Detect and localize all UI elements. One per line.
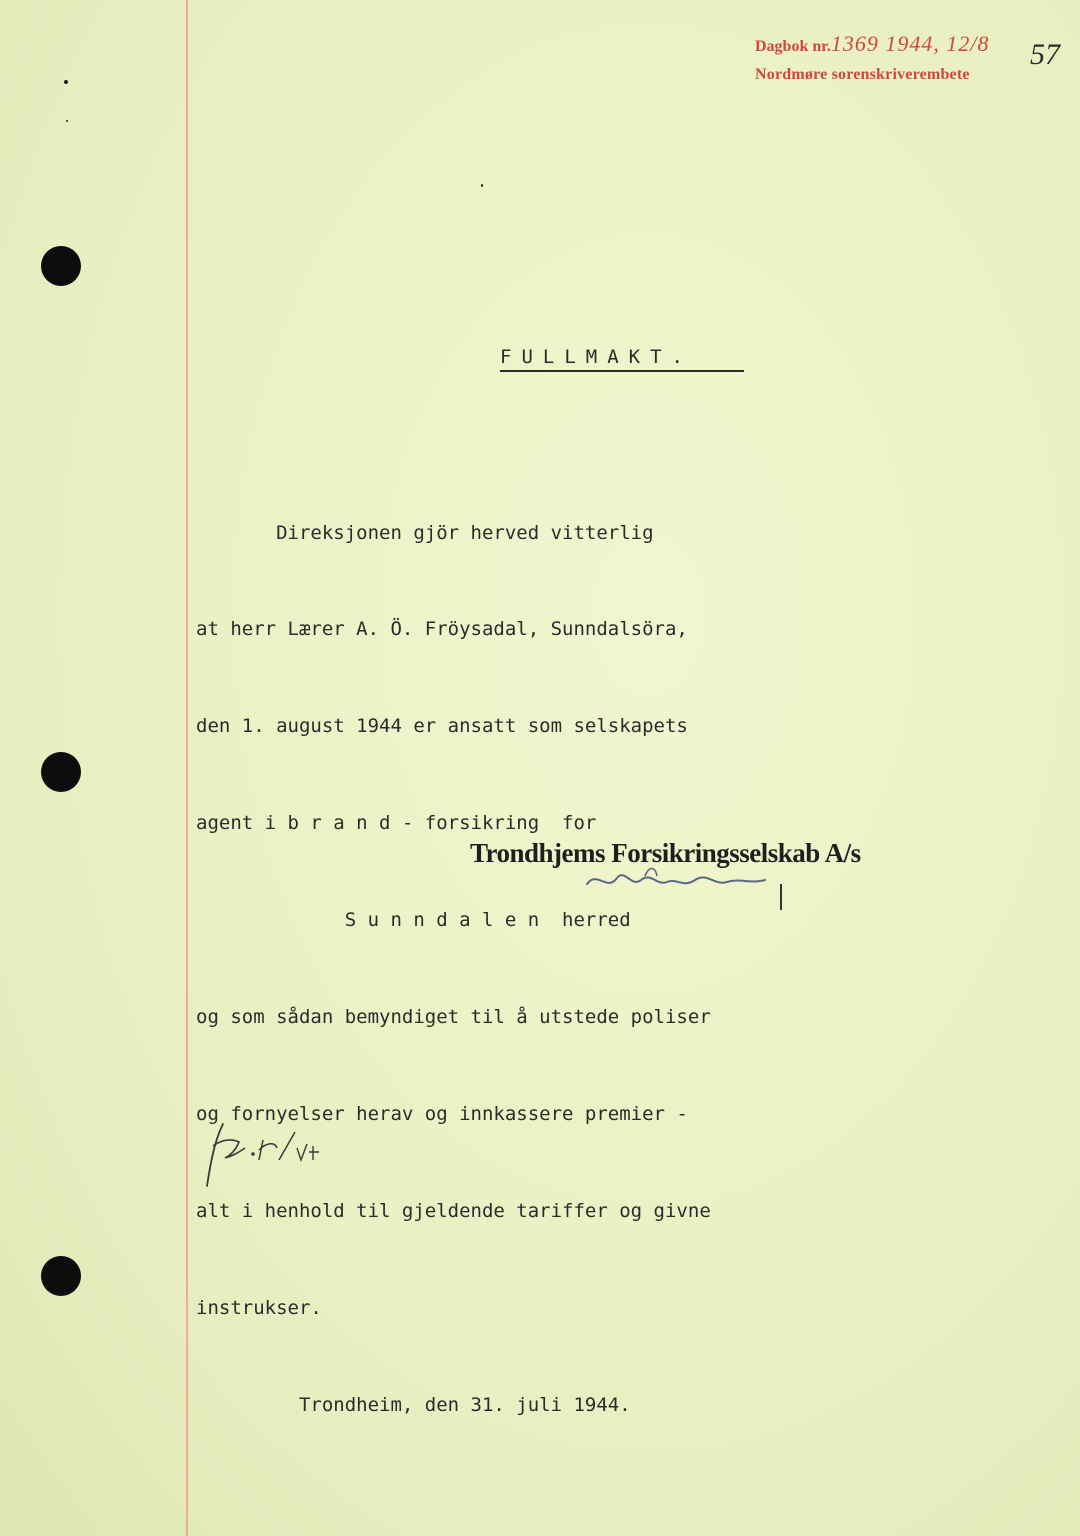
- stamp-line-2: Nordmøre sorenskriverembete: [755, 66, 970, 83]
- dust-speck: [64, 80, 68, 84]
- document-title: FULLMAKT.: [500, 346, 744, 372]
- stamp-handwritten-entry: 1369 1944, 12/8: [830, 31, 990, 56]
- registry-stamp: [755, 30, 990, 89]
- stamp-prefix: Dagbok nr.: [755, 38, 831, 55]
- handwritten-signature: [585, 862, 785, 917]
- dust-speck: [481, 184, 483, 187]
- body-line: og fornyelser herav og innkassere premier -: [196, 1102, 688, 1125]
- margin-rule: [186, 0, 188, 1536]
- punch-hole-bottom: [41, 1256, 81, 1296]
- body-line: at herr Lærer A. Ö. Fröysadal, Sunndalsöra,: [196, 618, 688, 641]
- body-line: agent i b r a n d - forsikring for: [196, 812, 597, 835]
- body-line: S u n n d a l e n herred: [196, 909, 631, 932]
- punch-hole-middle: [41, 752, 81, 792]
- body-line: Trondheim, den 31. juli 1944.: [196, 1393, 631, 1416]
- handwritten-initials: [205, 1120, 355, 1195]
- body-line: instrukser.: [196, 1296, 322, 1319]
- body-line: den 1. august 1944 er ansatt som selskapets: [196, 715, 688, 738]
- dust-speck: [66, 120, 68, 122]
- stamp-line-1: [755, 30, 990, 61]
- body-line: alt i henhold til gjeldende tariffer og givne: [196, 1199, 711, 1222]
- punch-hole-top: [41, 246, 81, 286]
- body-line: og som sådan bemyndiget til å utstede poliser: [196, 1006, 711, 1029]
- folio-number: 57: [1030, 38, 1060, 71]
- document-body: [196, 452, 711, 1486]
- company-signature-stamp: Trondhjems Forsikringsselskab A/s: [470, 838, 861, 868]
- body-line: Direksjonen gjör herved vitterlig: [196, 521, 654, 544]
